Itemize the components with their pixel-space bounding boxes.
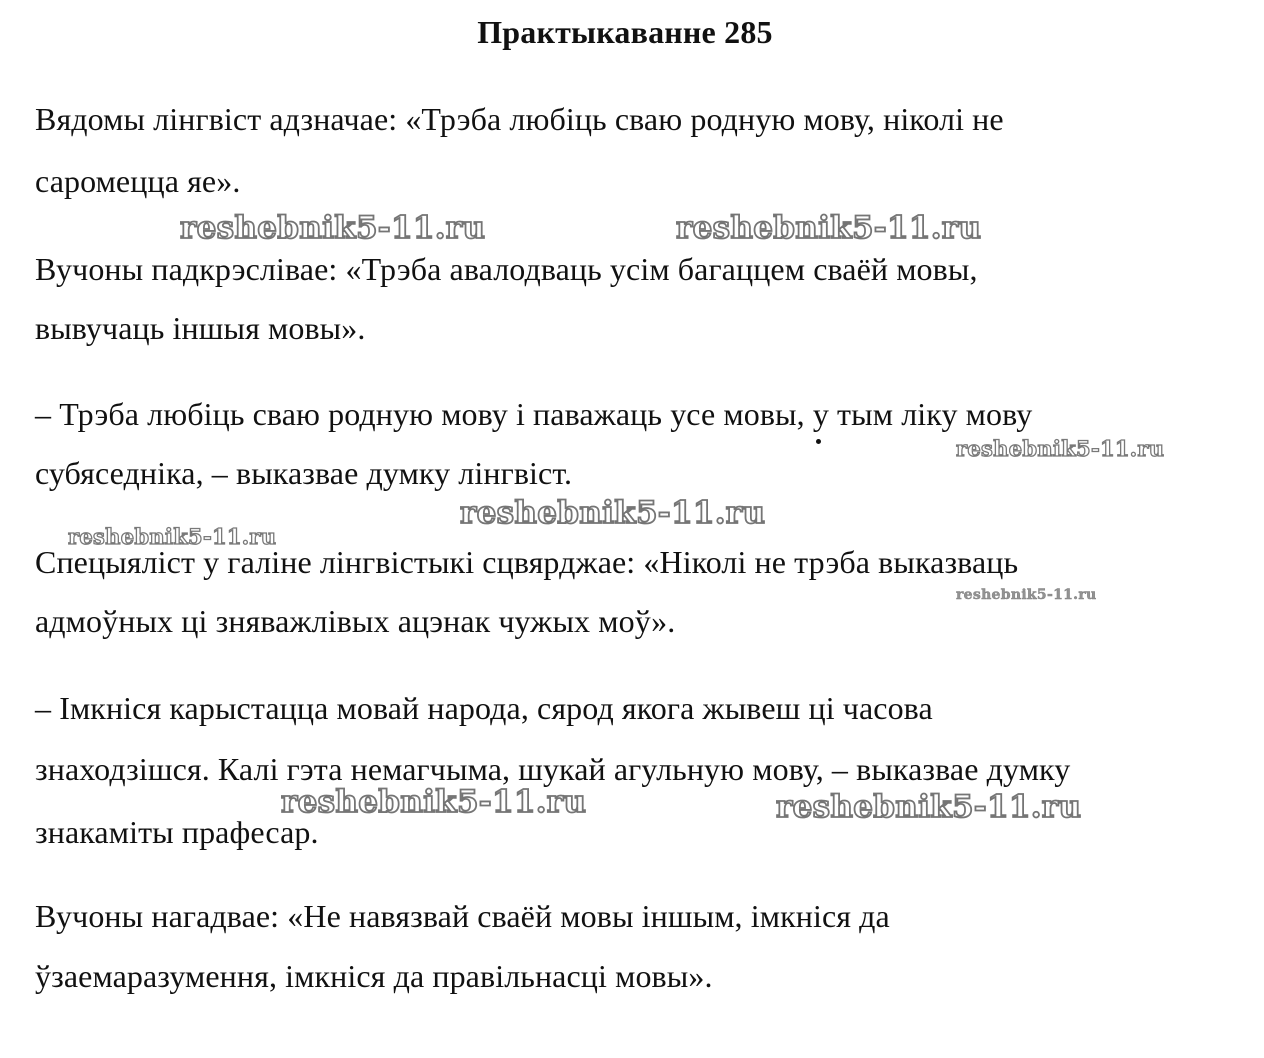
text-line: – Трэба любіць сваю родную мову і паважаць усе мовы, у тым ліку мову [35, 396, 1033, 432]
text-line: вывучаць іншыя мовы». [35, 310, 366, 346]
text-line: Спецыяліст у галіне лінгвістыкі сцвярджае: «Ніколі не трэба выказваць [35, 544, 1019, 580]
watermark: reshebnik5-11.ru [676, 210, 982, 246]
text-line: саромецца яе». [35, 163, 241, 199]
text-line: ўзаемаразумення, імкніся да правільнасці мовы». [35, 958, 713, 994]
watermark: reshebnik5-11.ru [776, 789, 1082, 825]
watermark: reshebnik5-11.ru [180, 210, 486, 246]
watermark: reshebnik5-11.ru [956, 587, 1097, 603]
watermark: reshebnik5-11.ru [460, 495, 766, 531]
text-line: Вядомы лінгвіст адзначае: «Трэба любіць сваю родную мову, ніколі не [35, 101, 1004, 137]
stray-dot [816, 439, 821, 444]
watermark: reshebnik5-11.ru [956, 436, 1165, 461]
text-line: Вучоны нагадвае: «Не навязвай сваёй мовы іншым, імкніся да [35, 898, 890, 934]
watermark: reshebnik5-11.ru [281, 784, 587, 820]
text-line: адмоўных ці зняважлівых ацэнак чужых моў». [35, 603, 676, 639]
text-line: знакаміты прафесар. [35, 814, 319, 850]
page-title: Практыкаванне 285 [477, 14, 773, 50]
text-line: Вучоны падкрэслівае: «Трэба авалодваць усім багаццем сваёй мовы, [35, 251, 978, 287]
text-line: – Імкніся карыстацца мовай народа, сярод якога жывеш ці часова [35, 690, 933, 726]
watermark: reshebnik5-11.ru [68, 524, 277, 549]
text-line: знаходзішся. Калі гэта немагчыма, шукай агульную мову, – выказвае думку [35, 751, 1071, 787]
text-line: субяседніка, – выказвае думку лінгвіст. [35, 455, 573, 491]
